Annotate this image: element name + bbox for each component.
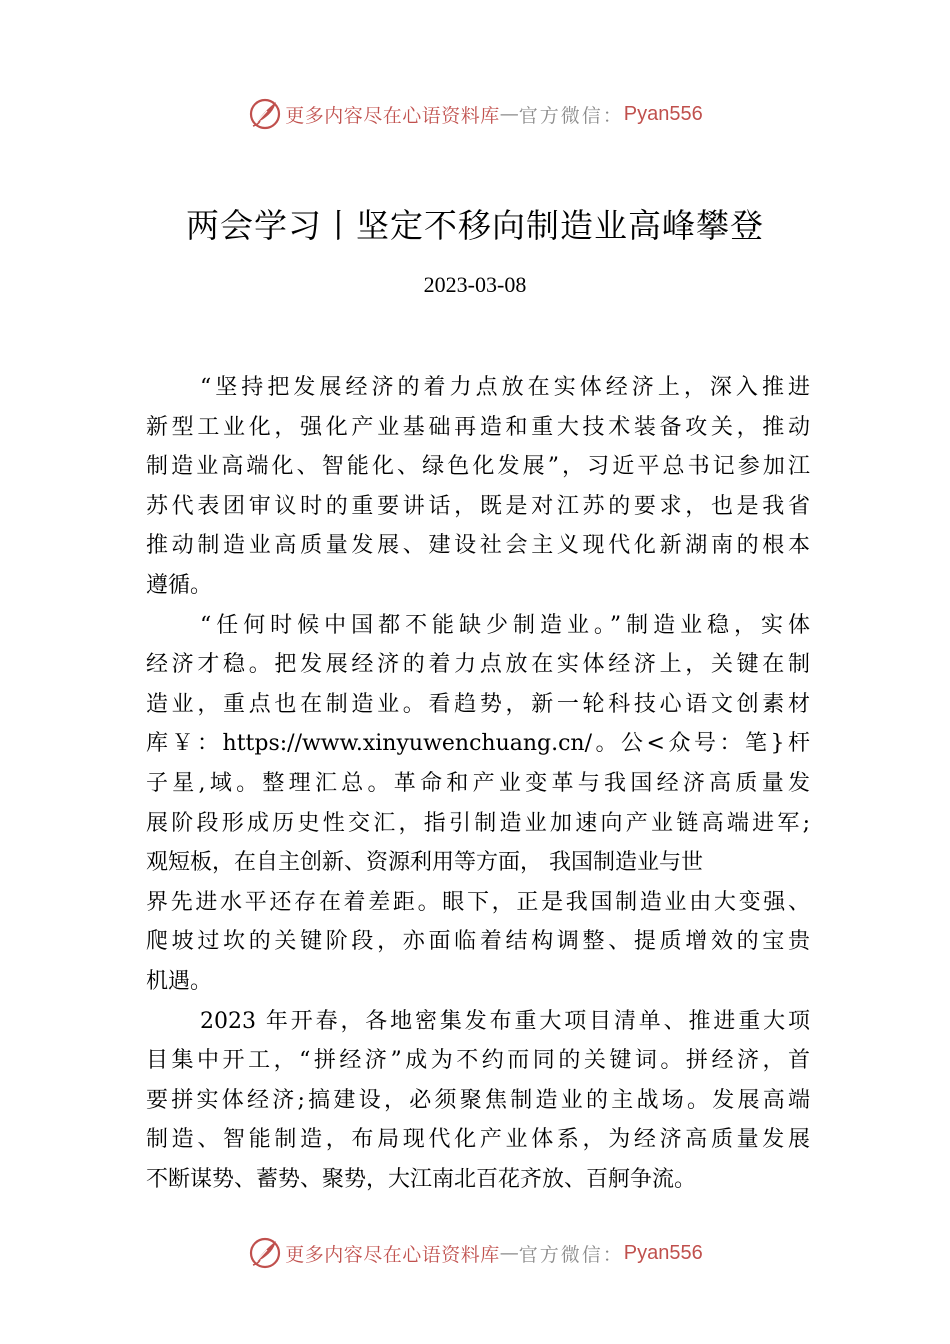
text-line: 目集中开工，“拼经济”成为不约而同的关键词。拼经济，首 <box>146 1048 810 1074</box>
text-line: 机遇。 <box>146 968 213 994</box>
text-line: 新型工业化，强化产业基础再造和重大技术装备攻关，推动 <box>146 414 810 440</box>
banner-wechat-label: 官方微信： <box>518 1243 624 1266</box>
header-banner <box>0 94 950 134</box>
text-line: 推动制造业高质量发展、建设社会主义现代化新湖南的根本 <box>146 533 810 559</box>
quill-pen-logo-icon <box>247 96 283 132</box>
banner-wechat-id: Pyan556 <box>623 1241 703 1264</box>
article-date: 2023-03-08 <box>423 272 527 297</box>
text-line: “任何时候中国都不能缺少制造业。”制造业稳，实体 <box>200 612 810 638</box>
text-line: “坚持把发展经济的着力点放在实体经济上，深入推进 <box>200 375 810 400</box>
paragraph-1 <box>146 368 810 606</box>
text-line: 观短板，在自主创新、资源利用等方面， 我国制造业与世 <box>146 850 703 876</box>
text-line: 遵循。 <box>146 572 213 598</box>
banner-dash: — <box>499 1242 519 1264</box>
text-line: 经济才稳。把发展经济的着力点放在实体经济上，关键在制 <box>146 652 810 678</box>
text-line: 要拼实体经济;搞建设，必须聚焦制造业的主战场。发展高端 <box>146 1087 810 1113</box>
paragraph-3 <box>146 1002 810 1200</box>
banner-dash: — <box>499 103 519 125</box>
text-line: 2023 年开春，各地密集发布重大项目清单、推进重大项 <box>200 1008 810 1034</box>
text-line: 制造业高端化、智能化、绿色化发展”，习近平总书记参加江 <box>146 454 810 480</box>
text-line: 子星,域。整理汇总。革命和产业变革与我国经济高质量发 <box>146 770 810 796</box>
footer-banner <box>0 1233 950 1273</box>
text-line: 苏代表团审议时的重要讲话，既是对江苏的要求，也是我省 <box>146 493 810 519</box>
banner-text: 更多内容尽在心语资料库 <box>285 104 500 127</box>
text-line: 不断谋势、蓄势、聚势，大江南北百花齐放、百舸争流。 <box>146 1166 697 1192</box>
article-title: 两会学习丨坚定不移向制造业高峰攀登 <box>186 206 764 245</box>
banner-wechat-label: 官方微信： <box>518 104 624 127</box>
text-line: 展阶段形成历史性交汇，指引制造业加速向产业链高端进军; <box>146 810 810 836</box>
text-line: 界先进水平还存在着差距。眼下，正是我国制造业由大变强、 <box>146 889 810 915</box>
banner-text: 更多内容尽在心语资料库 <box>285 1243 500 1266</box>
article-body <box>146 368 810 1199</box>
banner-wechat-id: Pyan556 <box>623 102 703 125</box>
text-line: 制造、智能制造，布局现代化产业体系，为经济高质量发展 <box>146 1127 810 1153</box>
text-line: 库￥：https://www.xinyuwenchuang.cn/。公<众号：笔}杆 <box>146 731 810 757</box>
quill-pen-logo-icon <box>247 1235 283 1271</box>
text-line: 爬坡过坎的关键阶段，亦面临着结构调整、提质增效的宝贵 <box>146 929 810 955</box>
text-line: 造业，重点也在制造业。看趋势，新一轮科技心语文创素材 <box>146 691 810 717</box>
paragraph-2 <box>146 606 810 1002</box>
